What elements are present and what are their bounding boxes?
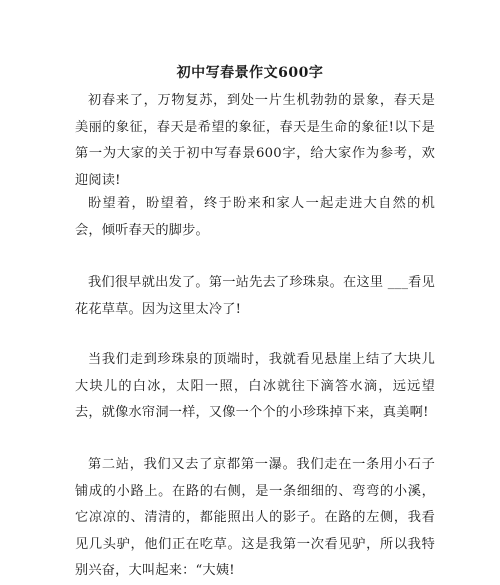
document-title: 初中写春景作文600字: [176, 65, 324, 81]
paragraph-spring-top: 当我们走到珍珠泉的顶端时，我就看见悬崖上结了大块儿大块儿的白冰，太阳一照，白冰就往下滴答水滴，远远望去，就像水帘洞一样，又像一个个的小珍珠掉下来，真美啊!: [75, 352, 435, 420]
paragraph-waiting: 盼望着，盼望着，终于盼来和家人一起走进大自然的机会，倾听春天的脚步。: [75, 196, 435, 238]
paragraph-intro: 初春来了，万物复苏，到处一片生机勃勃的景象，春天是美丽的象征，春天是希望的象征，春天是生命的象征!以下是第一为大家的关于初中写春景600字，给大家作为参考，欢迎阅读!: [75, 93, 435, 188]
paragraph-first-stop: 我们很早就出发了。第一站先去了珍珠泉。在这里 ___看见花花草草。因为这里太冷了!: [75, 275, 435, 317]
paragraph-second-stop: 第二站，我们又去了京都第一瀑。我们走在一条用小石子铺成的小路上。在路的右侧，是一条细细的、弯弯的小溪，它凉凉的、清清的，都能照出人的影子。在路的左侧，我看见几头驴，他们正在吃草。这是我第一次看见驴，所以我特别兴奋，大叫起来：“大姨!: [75, 457, 435, 578]
